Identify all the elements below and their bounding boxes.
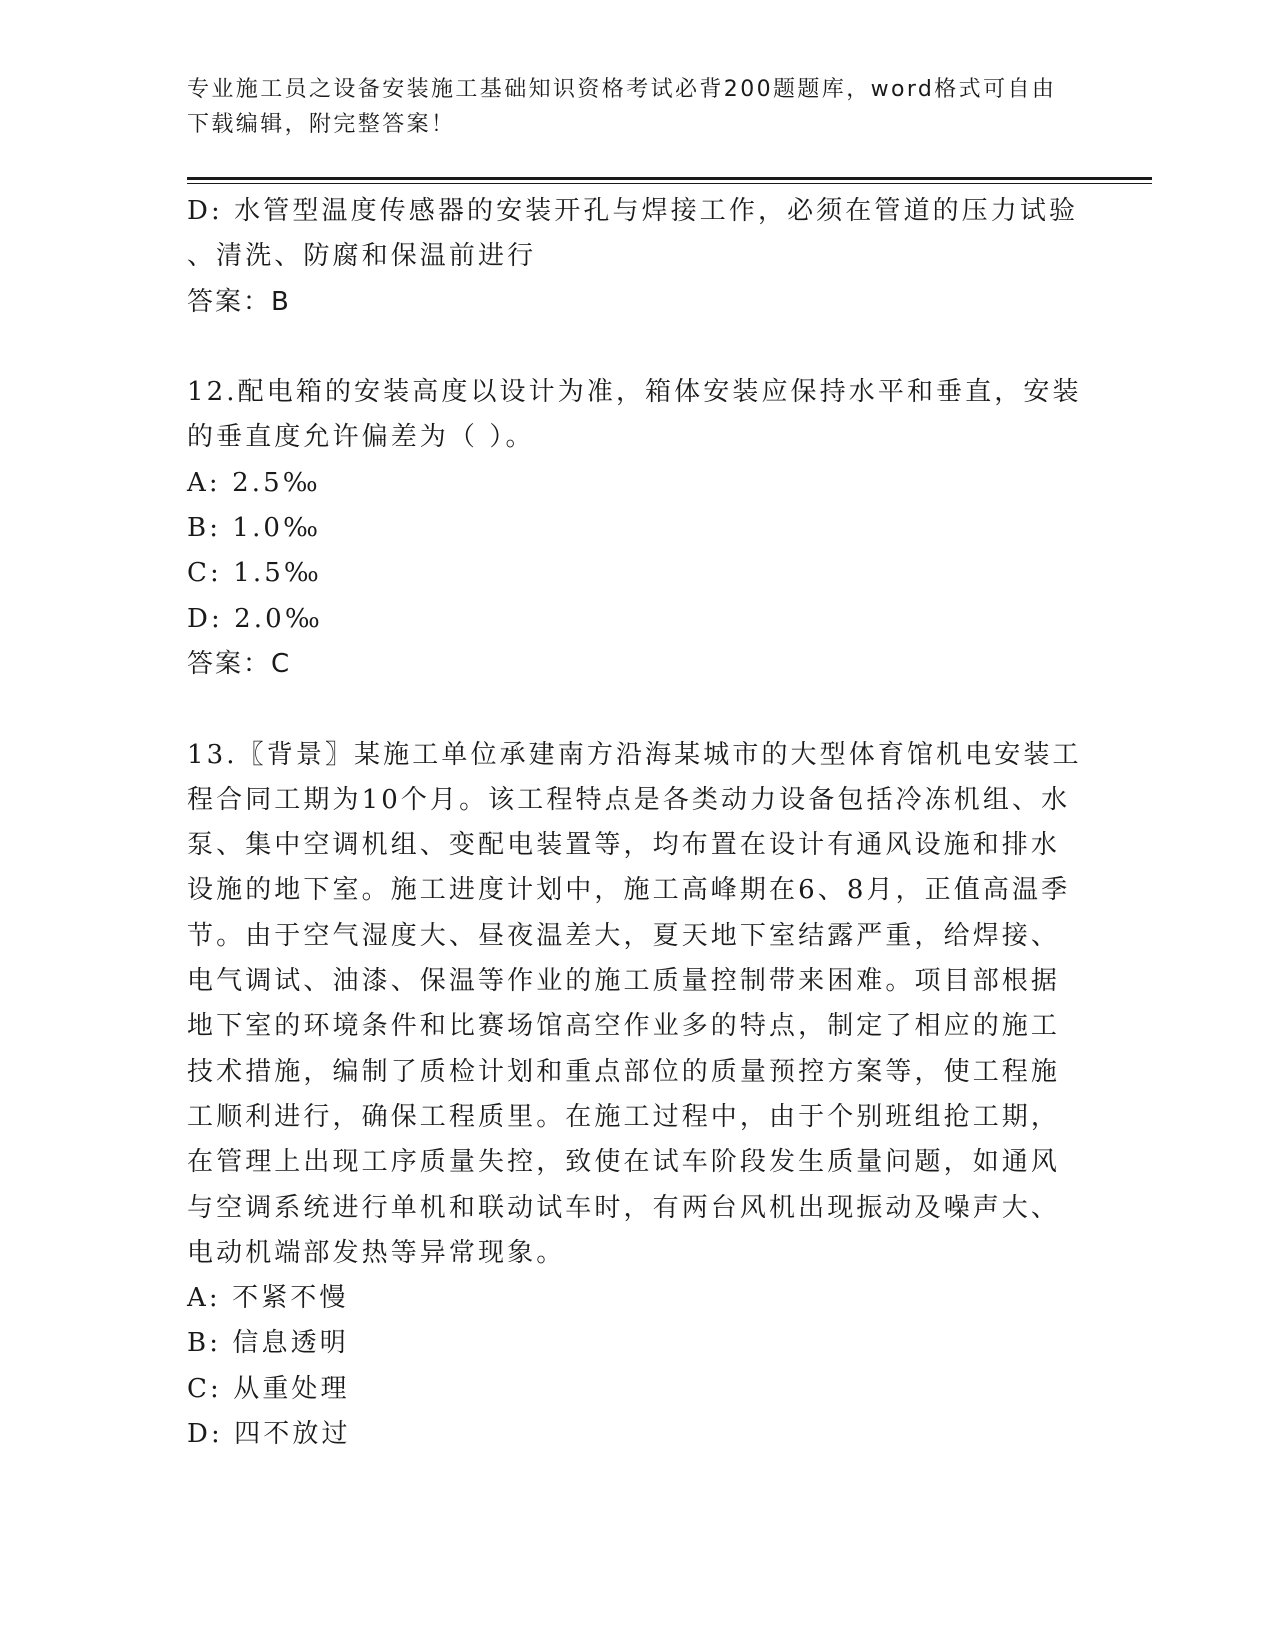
q13-stem-line: 电气调试、油漆、保温等作业的施工质量控制带来困难。项目部根据 bbox=[187, 966, 1061, 997]
document-body bbox=[187, 189, 1082, 1457]
document-header bbox=[187, 72, 1067, 142]
header-line-1: 专业施工员之设备安装施工基础知识资格考试必背200题题库，word格式可自由 bbox=[187, 77, 1057, 102]
question-11-tail bbox=[187, 189, 1079, 325]
header-divider-thin bbox=[187, 183, 1152, 184]
q13-option-b: B: 信息透明 bbox=[187, 1328, 349, 1359]
q13-stem-line: 电动机端部发热等异常现象。 bbox=[187, 1237, 566, 1268]
spacer bbox=[187, 687, 1067, 732]
q12-stem-line-2: 的垂直度允许偏差为（ ）。 bbox=[187, 422, 535, 453]
q11-option-d-line-1: D: 水管型温度传感器的安装开孔与焊接工作，必须在管道的压力试验 bbox=[187, 196, 1079, 226]
q12-option-c: C: 1.5‰ bbox=[187, 558, 322, 589]
header-line-2: 下载编辑，附完整答案！ bbox=[187, 112, 456, 137]
question-13 bbox=[187, 733, 1082, 1458]
q13-stem-line: 与空调系统进行单机和联动试车时，有两台风机出现振动及噪声大、 bbox=[187, 1192, 1061, 1223]
q12-option-d: D: 2.0‰ bbox=[187, 603, 323, 634]
q12-answer: 答案：C bbox=[187, 648, 292, 679]
q13-stem-line: 设施的地下室。施工进度计划中，施工高峰期在6、8月，正值高温季 bbox=[187, 875, 1071, 906]
q13-option-c: C: 从重处理 bbox=[187, 1373, 350, 1404]
q13-stem-line: 工顺利进行，确保工程质里。在施工过程中，由于个别班组抢工期， bbox=[187, 1101, 1061, 1132]
q13-option-a: A: 不紧不慢 bbox=[187, 1283, 349, 1314]
q13-stem-line: 程合同工期为10个月。该工程特点是各类动力设备包括冷冻机组、水 bbox=[187, 784, 1071, 815]
q13-stem-line: 13.〖背景〗某施工单位承建南方沿海某城市的大型体育馆机电安装工 bbox=[187, 739, 1082, 770]
q13-stem-line: 技术措施，编制了质检计划和重点部位的质量预控方案等，使工程施 bbox=[187, 1056, 1061, 1087]
q11-option-d-line-2: 、清洗、防腐和保温前进行 bbox=[187, 241, 537, 272]
header-divider-thick bbox=[187, 177, 1152, 180]
question-12 bbox=[187, 370, 1082, 687]
q13-stem-line: 地下室的环境条件和比赛场馆高空作业多的特点，制定了相应的施工 bbox=[187, 1011, 1061, 1042]
q13-stem-line: 节。由于空气湿度大、昼夜温差大，夏天地下室结露严重，给焊接、 bbox=[187, 920, 1061, 951]
q11-answer: 答案：B bbox=[187, 286, 291, 317]
q13-stem-line: 泵、集中空调机组、变配电装置等，均布置在设计有通风设施和排水 bbox=[187, 830, 1061, 861]
q13-option-d: D: 四不放过 bbox=[187, 1419, 351, 1450]
q13-stem-line: 在管理上出现工序质量失控，致使在试车阶段发生质量问题，如通风 bbox=[187, 1147, 1061, 1178]
q12-stem-line-1: 12.配电箱的安装高度以设计为准，箱体安装应保持水平和垂直，安装 bbox=[187, 377, 1082, 408]
spacer bbox=[187, 325, 1067, 370]
q12-option-a: A: 2.5‰ bbox=[187, 467, 321, 498]
q12-option-b: B: 1.0‰ bbox=[187, 513, 322, 544]
